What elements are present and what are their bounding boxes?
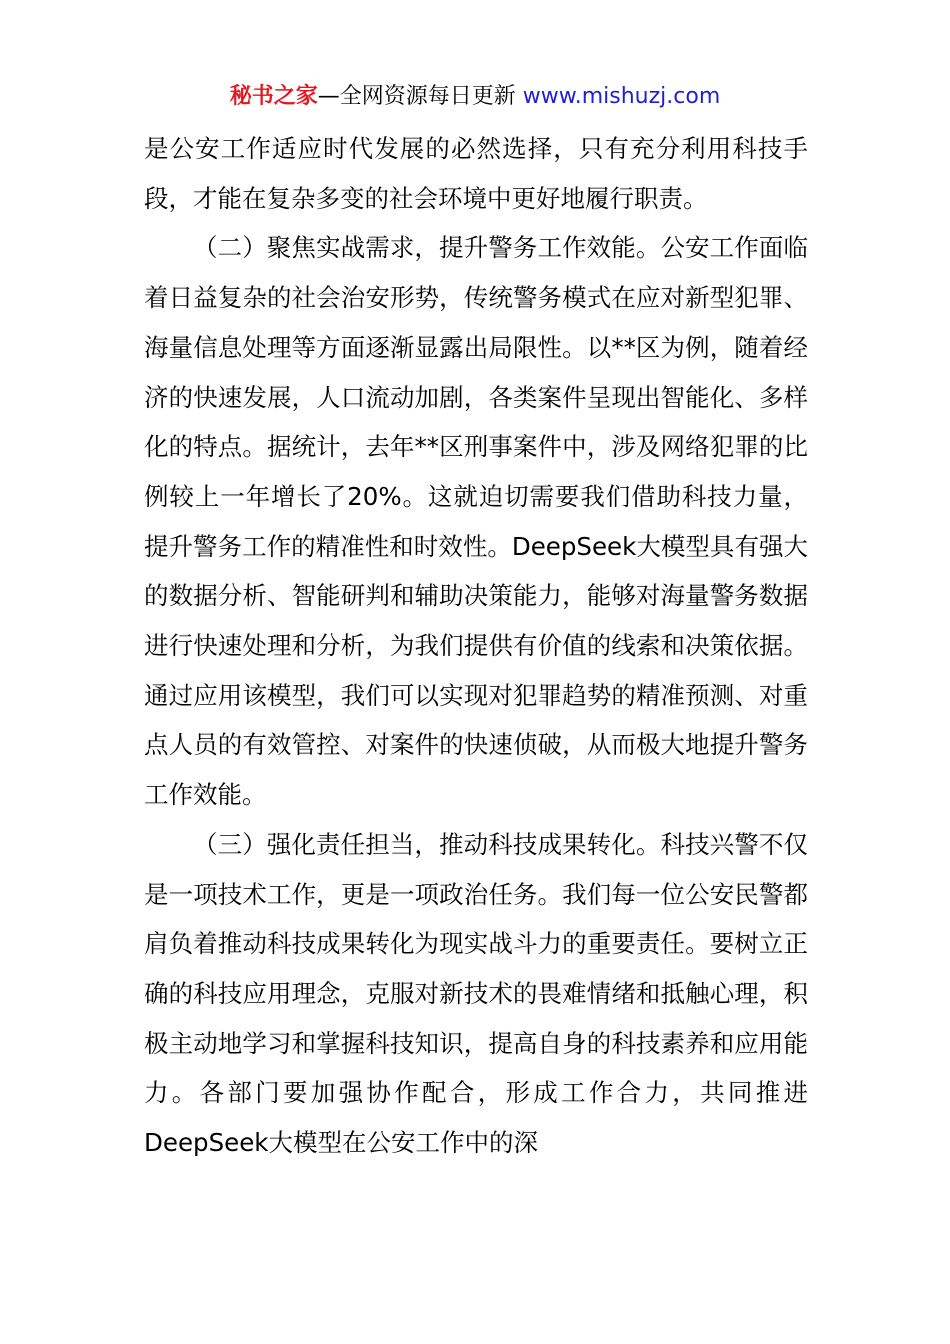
paragraph-continuation: 是公安工作适应时代发展的必然选择，只有充分利用科技手段，才能在复杂多变的社会环境中更好地履行职责。: [144, 134, 808, 213]
header-brand: 秘书之家: [229, 84, 318, 109]
paragraph-section-two: （二）聚焦实战需求，提升警务工作效能。公安工作面临着日益复杂的社会治安形势，传统警务模式在应对新型犯罪、海量信息处理等方面逐渐显露出局限性。以**区为例，随着经济的快速发展，人口流动加剧，各类案件呈现出智能化、多样化的特点。据统计，去年**区刑事案件中，涉及网络犯罪的比例较上一年增长了20%。这就迫切需要我们借助科技力量，提升警务工作的精准性和时效性。DeepSeek大模型具有强大的数据分析、智能研判和辅助决策能力，能够对海量警务数据进行快速处理和分析，为我们提供有价值的线索和决策依据。通过应用该模型，我们可以实现对犯罪趋势的精准预测、对重点人员的有效管控、对案件的快速侦破，从而极大地提升警务工作效能。: [144, 233, 808, 810]
header-url-link[interactable]: www.mishuzj.com: [522, 84, 721, 109]
document-body: [144, 124, 808, 1168]
header-tagline: —全网资源每日更新: [317, 84, 523, 109]
page-header: [0, 82, 950, 112]
paragraph-section-three: （三）强化责任担当，推动科技成果转化。科技兴警不仅是一项技术工作，更是一项政治任务。我们每一位公安民警都肩负着推动科技成果转化为现实战斗力的重要责任。要树立正确的科技应用理念，克服对新技术的畏难情绪和抵触心理，积极主动地学习和掌握科技知识，提高自身的科技素养和应用能力。各部门要加强协作配合，形成工作合力，共同推进DeepSeek大模型在公安工作中的深: [144, 829, 808, 1158]
